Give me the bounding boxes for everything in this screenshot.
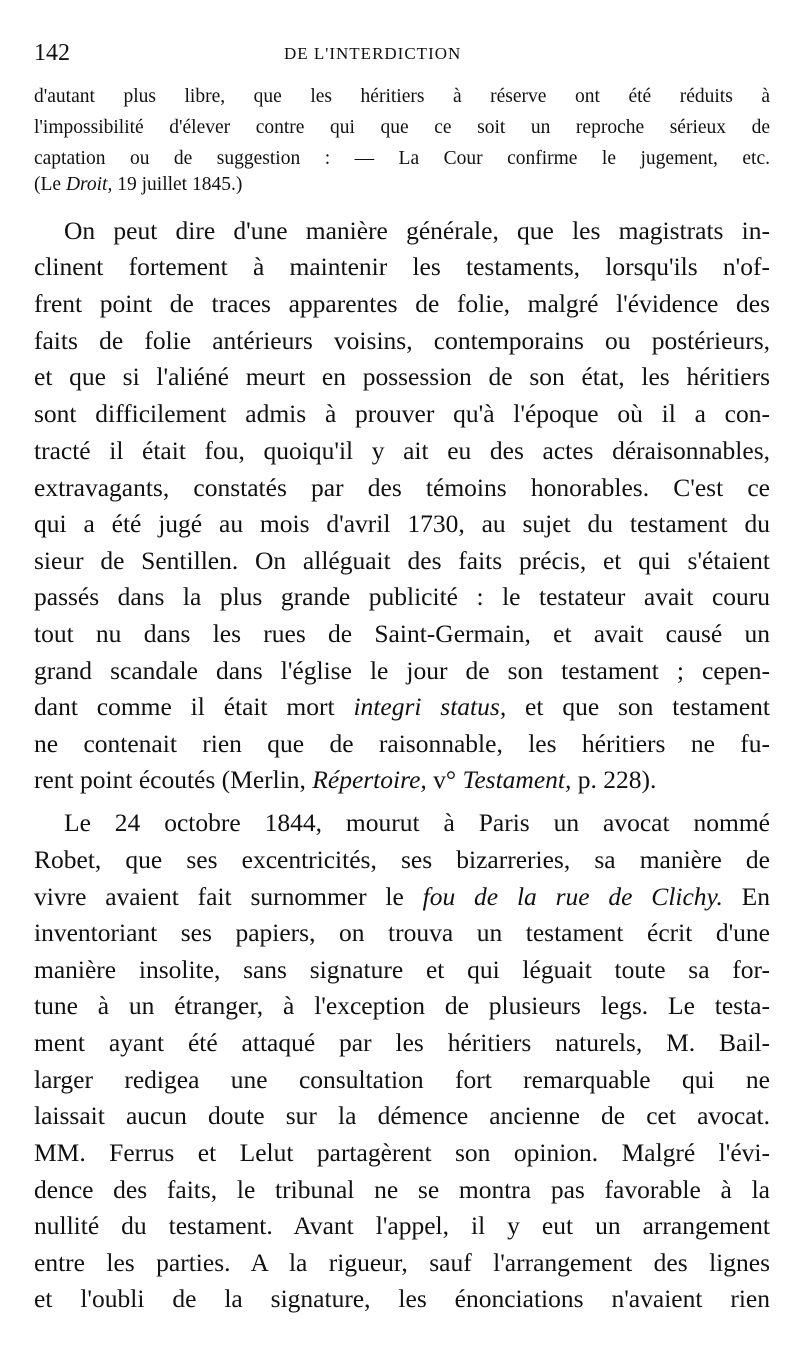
page-header [34,40,764,72]
body-line: sieur de Sentillen. On alléguait des faits précis, et qui s'étaient [34,546,770,575]
body-line: laissait aucun doute sur la démence ancienne de cet avocat. [34,1101,770,1130]
body-line: tracté il était fou, quoiqu'il y ait eu des actes déraisonnables, [34,436,770,465]
body-line: dant comme il était mort integri status, et que son testament [34,692,770,721]
body-line: grand scandale dans l'église le jour de son testament ; cepen- [34,656,770,685]
note-line: (Le Droit, 19 juillet 1845.) [34,174,243,195]
body-line: larger redigea une consultation fort remarquable qui ne [34,1065,770,1094]
note-line: d'autant plus libre, que les héritiers à réserve ont été réduits à [34,86,770,107]
body-line: Le 24 octobre 1844, mourut à Paris un avocat nommé [64,808,770,837]
body-line: nullité du testament. Avant l'appel, il y eut un arrangement [34,1211,770,1240]
body-line: manière insolite, sans signature et qui léguait toute sa for- [34,955,770,984]
body-line: ne contenait rien que de raisonnable, les héritiers ne fu- [34,729,770,758]
running-head: DE L'INTERDICTION [284,44,462,63]
body-line: faits de folie antérieurs voisins, contemporains ou postérieurs, [34,326,770,355]
body-line: qui a été jugé au mois d'avril 1730, au sujet du testament du [34,509,770,538]
body-line: rent point écoutés (Merlin, Répertoire, v° Testament, p. 228). [34,765,657,794]
body-line: MM. Ferrus et Lelut partagèrent son opinion. Malgré l'évi- [34,1138,770,1167]
body-line: tune à un étranger, à l'exception de plusieurs legs. Le testa- [34,991,770,1020]
body-line: vivre avaient fait surnommer le fou de la rue de Clichy. En [34,882,770,911]
body-line: sont difficilement admis à prouver qu'à l'époque où il a con- [34,399,770,428]
body-line: et l'oubli de la signature, les énonciations n'avaient rien [34,1284,770,1313]
body-line: inventoriant ses papiers, on trouva un testament écrit d'une [34,918,770,947]
body-line: tout nu dans les rues de Saint-Germain, et avait causé un [34,619,770,648]
body-line: ment ayant été attaqué par les héritiers naturels, M. Bail- [34,1028,770,1057]
note-line: captation ou de suggestion : — La Cour confirme le jugement, etc. [34,148,770,169]
body-line: frent point de traces apparentes de folie, malgré l'évidence des [34,289,770,318]
body-line: Robet, que ses excentricités, ses bizarreries, sa manière de [34,845,770,874]
body-line: clinent fortement à maintenir les testaments, lorsqu'ils n'of- [34,252,770,281]
body-line: passés dans la plus grande publicité : le testateur avait couru [34,582,770,611]
body-line: extravagants, constatés par des témoins honorables. C'est ce [34,473,770,502]
body-line: et que si l'aliéné meurt en possession de son état, les héritiers [34,362,770,391]
body-line: dence des faits, le tribunal ne se montra pas favorable à la [34,1175,770,1204]
body-line: On peut dire d'une manière générale, que les magistrats in- [64,216,770,245]
page-number: 142 [34,40,70,66]
body-line: entre les parties. A la rigueur, sauf l'arrangement des lignes [34,1248,770,1277]
note-line: l'impossibilité d'élever contre qui que ce soit un reproche sérieux de [34,117,770,138]
